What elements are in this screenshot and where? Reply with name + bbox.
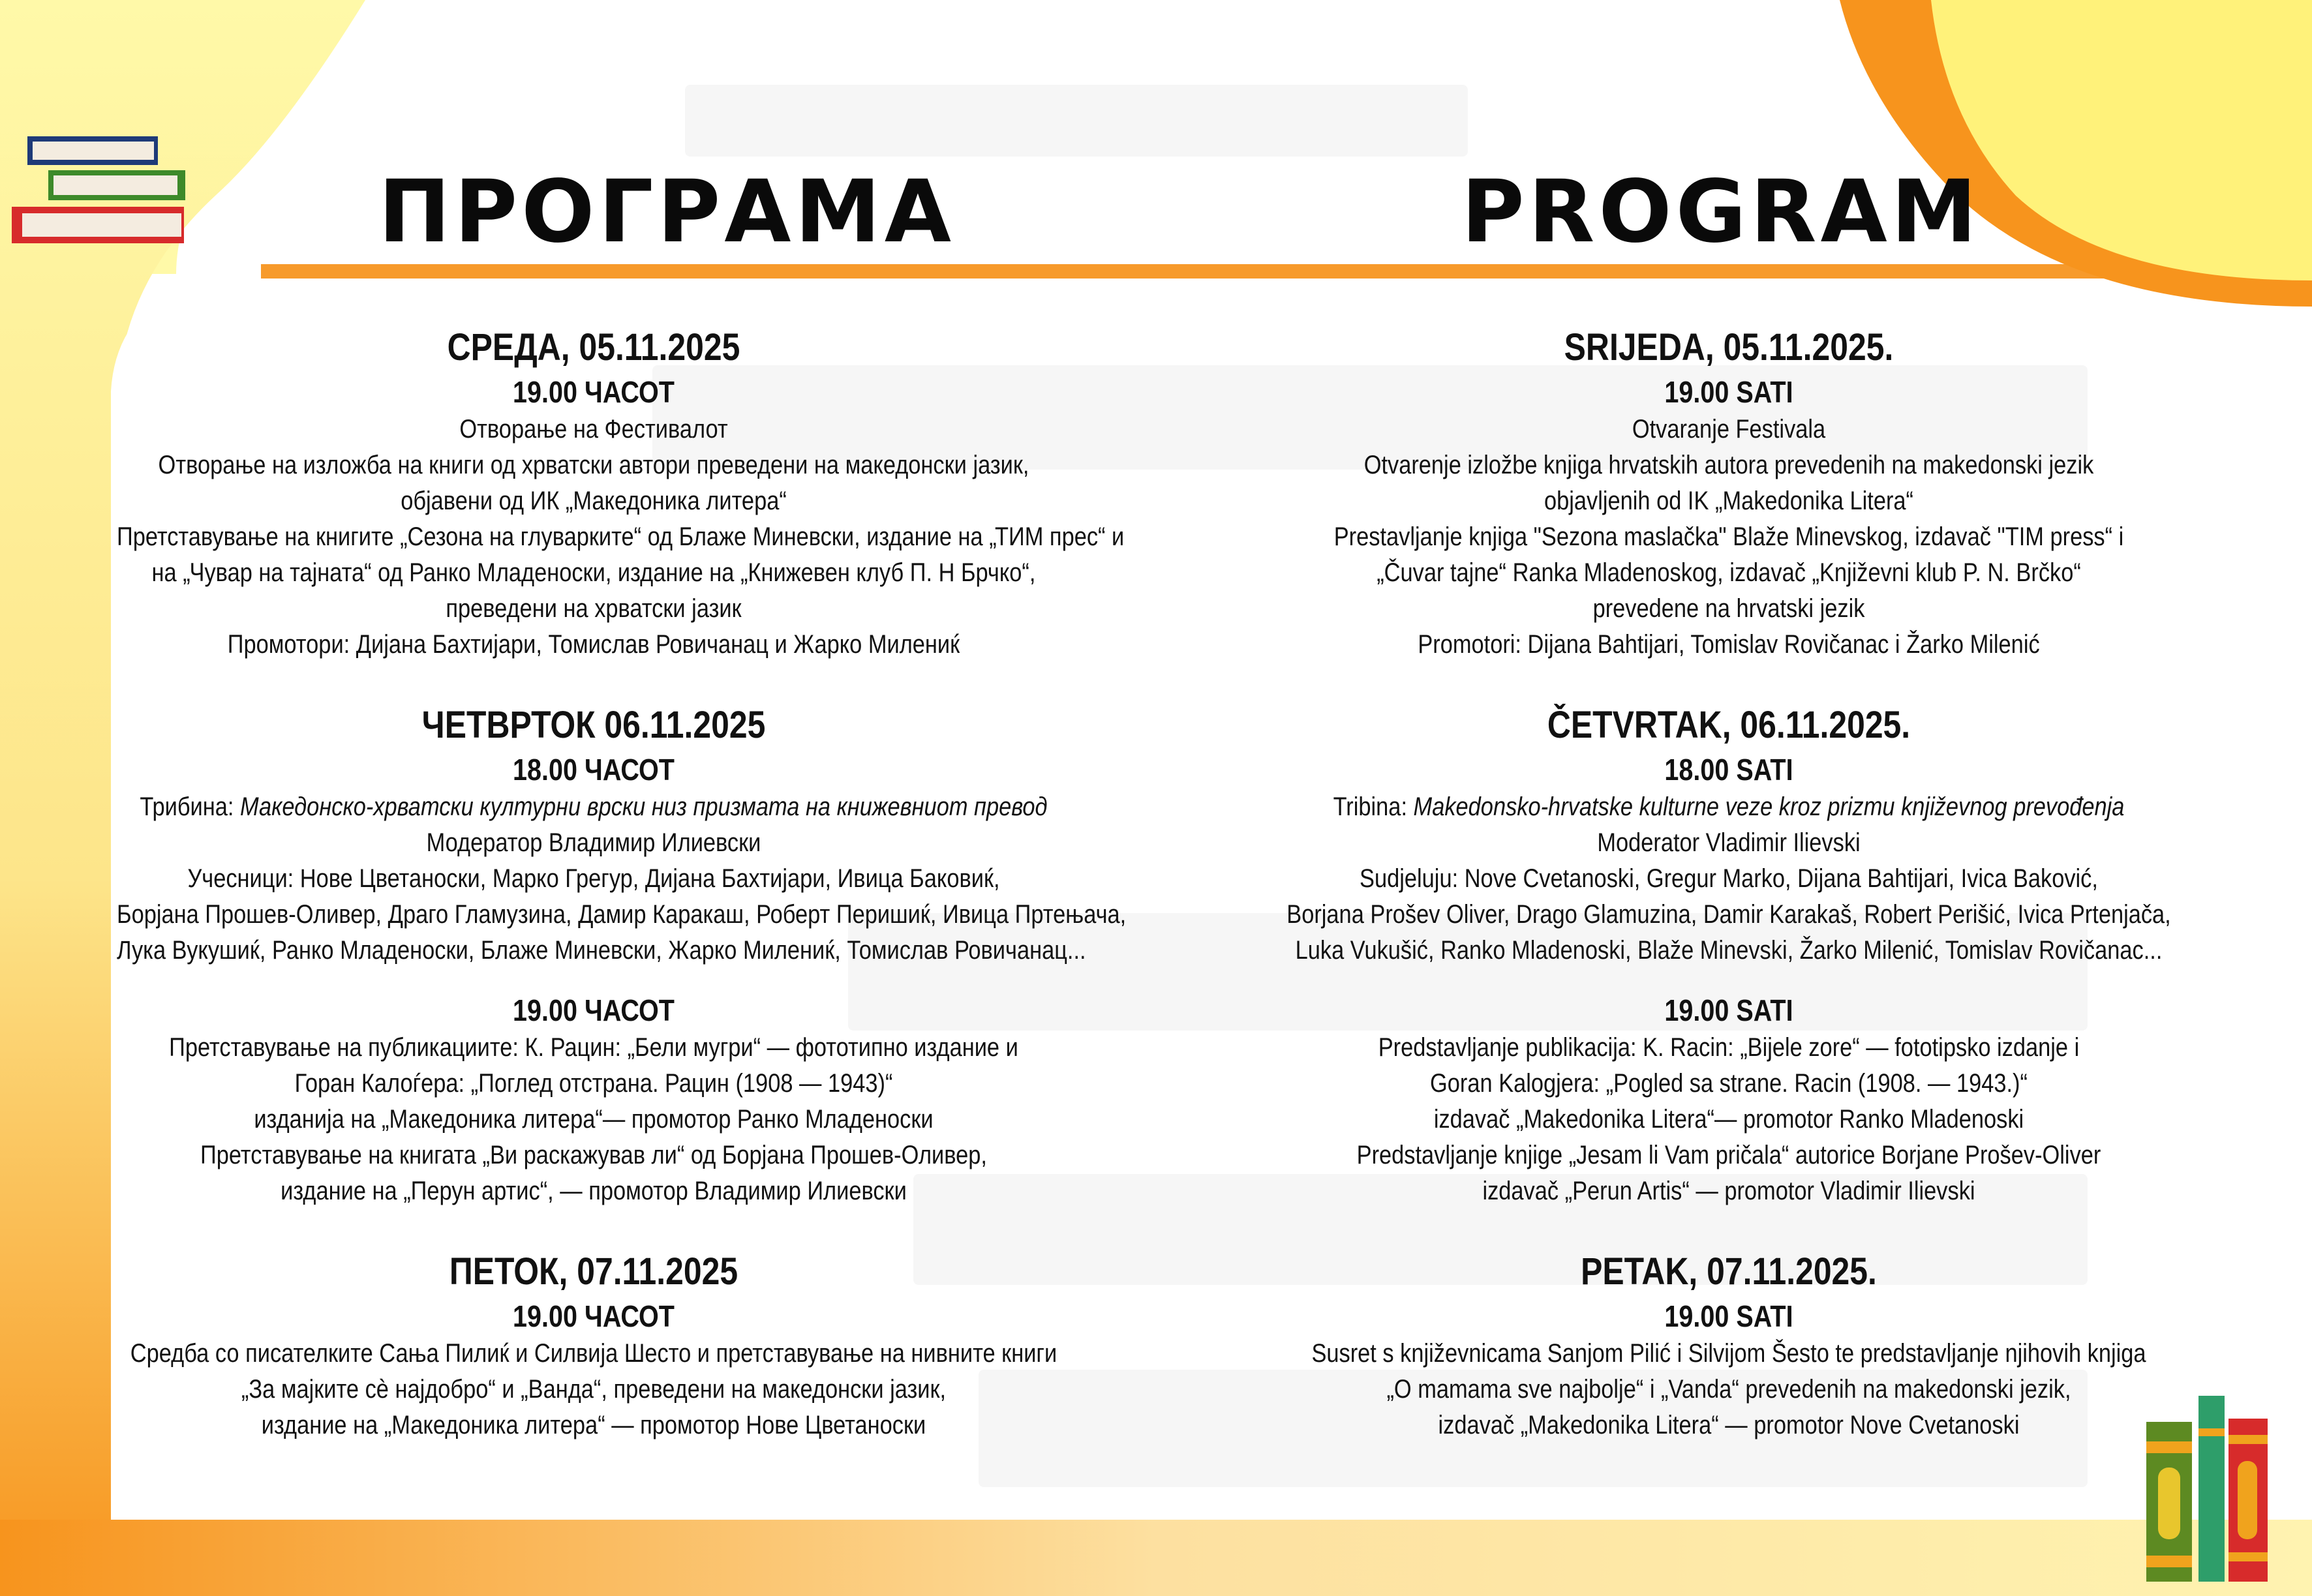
program-line: Moderator Vladimir Ilievski: [1597, 828, 1861, 857]
tribina-title: Македонско-хрватски културни врски низ призмата на книжевниот превод: [240, 792, 1048, 821]
program-line: izdavač „Perun Artis“ — promotor Vladimir Ilievski: [1482, 1177, 1975, 1205]
program-line: објавени од ИК „Македоника литера“: [401, 487, 787, 515]
program-line: издание на „Перун артис“, — промотор Владимир Илиевски: [281, 1177, 907, 1205]
day-section: [1174, 700, 2283, 1209]
program-line: Борјана Прошев-Оливер, Драго Гламузина, Дамир Каракаш, Роберт Перишиќ, Ивица Пртењача,: [117, 900, 1127, 929]
time-label: 18.00 ЧАСОТ: [513, 753, 675, 787]
page-title-macedonian: ПРОГРАМА: [378, 162, 955, 262]
program-line: Prestavljanje knjiga "Sezona maslačka" Blaže Minevskog, izdavač "TIM press“ i: [1333, 522, 2124, 551]
day-section: [39, 323, 1148, 663]
day-section: [39, 700, 1148, 1209]
program-column-macedonian: [39, 323, 1148, 1481]
program-line: изданија на „Македоника литера“— промотор Ранко Младеноски: [254, 1105, 934, 1134]
tribina-label: Трибина:: [140, 792, 241, 821]
time-label: 19.00 ЧАСОТ: [513, 375, 675, 409]
program-line: издание на „Македоника литера“ — промотор Нове Цветаноски: [261, 1411, 926, 1439]
day-heading: СРЕДА, 05.11.2025: [447, 326, 740, 369]
program-line: Borjana Prošev Oliver, Drago Glamuzina, Damir Karakaš, Robert Perišić, Ivica Prtenjača,: [1286, 900, 2171, 929]
day-heading: SRIJEDA, 05.11.2025.: [1564, 326, 1894, 369]
program-line: prevedene na hrvatski jezik: [1592, 594, 1865, 623]
time-block: [39, 991, 1148, 1209]
program-line: „Čuvar tajne“ Ranka Mladenoskog, izdavač „Književni klub P. N. Brčko“: [1377, 558, 2081, 587]
program-line: Лука Вукушиќ, Ранко Младеноски, Блаже Миневски, Жарко Милениќ, Томислав Ровичанац...: [117, 936, 1086, 965]
program-column-croatian: [1174, 323, 2283, 1481]
program-line: Учесници: Нове Цветаноски, Марко Грегур, Дијана Бахтијари, Ивица Баковиќ,: [187, 864, 1000, 893]
program-line: Отворање на изложба на книги од хрватски автори преведени на македонски јазик,: [158, 451, 1029, 479]
program-line: на „Чувар на тајната“ од Ранко Младеноски, издание на „Книжевен клуб П. Н Брчко“,: [151, 558, 1036, 587]
program-line: izdavač „Makedonika Litera“— promotor Ranko Mladenoski: [1433, 1105, 2024, 1134]
program-line: Susret s književnicama Sanjom Pilić i Silvijom Šesto te predstavljanje njihovih knjiga: [1311, 1339, 2146, 1368]
day-section: [39, 1247, 1148, 1443]
program-line: Sudjeluju: Nove Cvetanoski, Gregur Marko, Dijana Bahtijari, Ivica Baković,: [1360, 864, 2098, 893]
program-line: Otvaranje Festivala: [1632, 415, 1826, 444]
program-line: преведени на хрватски јазик: [446, 594, 742, 623]
time-label: 19.00 SATI: [1664, 993, 1793, 1027]
tribina-line: [117, 789, 1071, 825]
time-label: 19.00 SATI: [1664, 1299, 1793, 1333]
day-heading: ČETVRTAK, 06.11.2025.: [1547, 704, 1911, 746]
day-section: [1174, 1247, 2283, 1443]
time-block: [1174, 991, 2283, 1209]
program-line: objavljenih od IK „Makedonika Litera“: [1544, 487, 1914, 515]
page-title-croatian: PROGRAM: [1461, 162, 1981, 262]
program-line: „O mamama sve najbolje“ i „Vanda“ prevedenih na makedonski jezik,: [1386, 1375, 2071, 1404]
program-line: Претставување на книгата „Ви раскажував ли“ од Борјана Прошев-Оливер,: [200, 1141, 987, 1169]
tribina-line: [1252, 789, 2206, 825]
day-heading: ЧЕТВРТОК 06.11.2025: [421, 704, 766, 746]
tribina-title: Makedonsko-hrvatske kulturne veze kroz prizmu književnog prevođenja: [1413, 792, 2125, 821]
program-line: Промотори: Дијана Бахтијари, Томислав Ровичанац и Жарко Милениќ: [227, 630, 960, 659]
program-line: izdavač „Makedonika Litera“ — promotor Nove Cvetanoski: [1438, 1411, 2020, 1439]
program-line: Predstavljanje publikacija: K. Racin: „Bijele zore“ — fototipsko izdanje i: [1378, 1033, 2080, 1062]
program-line: Otvarenje izložbe knjiga hrvatskih autora prevedenih na makedonski jezik: [1363, 451, 2094, 479]
program-line: Goran Kalogjera: „Pogled sa strane. Racin (1908. — 1943.)“: [1430, 1069, 2028, 1098]
time-label: 18.00 SATI: [1664, 753, 1793, 787]
program-line: Модератор Владимир Илиевски: [426, 828, 761, 857]
day-heading: ПЕТОК, 07.11.2025: [449, 1250, 738, 1293]
program-line: Горан Калоѓера: „Поглед отстрана. Рацин (1908 — 1943)“: [294, 1069, 893, 1098]
tribina-label: Tribina:: [1333, 792, 1414, 821]
time-label: 19.00 SATI: [1664, 375, 1793, 409]
program-line: Средба со писателките Сања Пилиќ и Силвија Шесто и претставување на нивните книги: [130, 1339, 1057, 1368]
program-line: Отворање на Фестивалот: [459, 415, 728, 444]
program-line: „За мајките сè најдобро“ и „Ванда“, преведени на македонски јазик,: [241, 1375, 947, 1404]
program-line: Predstavljanje knjige „Jesam li Vam pričala“ autorice Borjane Prošev-Oliver: [1356, 1141, 2101, 1169]
day-section: [1174, 323, 2283, 663]
program-line: Претставување на публикациите: К. Рацин: „Бели мугри“ — фототипно издание и: [169, 1033, 1018, 1062]
program-line: Претставување на книгите „Сезона на глуварките“ од Блаже Миневски, издание на „ТИМ прес“ и: [117, 522, 1125, 551]
time-label: 19.00 ЧАСОТ: [513, 1299, 675, 1333]
day-heading: PETAK, 07.11.2025.: [1581, 1250, 1877, 1293]
time-label: 19.00 ЧАСОТ: [513, 993, 675, 1027]
program-line: Promotori: Dijana Bahtijari, Tomislav Rovičanac i Žarko Milenić: [1418, 630, 2040, 659]
program-line: Luka Vukušić, Ranko Mladenoski, Blaže Minevski, Žarko Milenić, Tomislav Rovičanac...: [1295, 936, 2163, 965]
